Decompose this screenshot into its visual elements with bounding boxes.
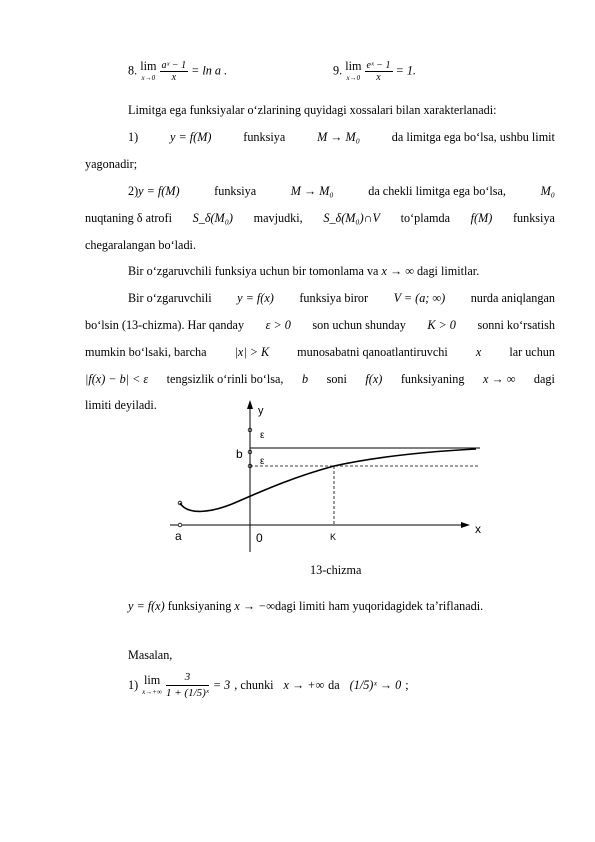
x-axis-label: x	[475, 522, 481, 536]
k-label: K	[330, 532, 337, 542]
def-line1: Bir o‘zgaruvchili y = f(x) funksiya biror V = (a; ∞) nurda aniqlangan	[128, 291, 555, 305]
example-lim: lim x→+∞	[142, 672, 162, 696]
y-axis-label: y	[258, 405, 264, 417]
def-line2: bo‘lsin (13-chizma). Har qanday ε > 0 son uchun shunday K > 0 sonni ko‘rsatish	[85, 318, 555, 332]
a-point	[178, 523, 182, 527]
epsilon-bottom-label: ε	[260, 456, 265, 467]
formula-9-label: 9.	[333, 63, 343, 78]
formula-9	[333, 60, 416, 83]
example-fraction: $\frac{3}{\text{1 + (1/5)ˣ}}$	[165, 671, 209, 699]
formula-8-rhs: = ln a .	[191, 63, 228, 78]
def-line5: limiti deyiladi.	[85, 398, 157, 412]
formula-9-lim: lim x→0	[345, 58, 362, 82]
function-curve	[180, 449, 476, 511]
a-label: a	[175, 529, 182, 543]
b-label: b	[236, 447, 243, 461]
formula-9-rhs: = 1.	[395, 63, 416, 78]
prop1-line2: yagonadir;	[85, 157, 138, 171]
prop1-line1: 1) y = f(M) funksiya M → M₀ da limitga ega bo‘lsa, ushbu limit	[128, 130, 555, 144]
x-axis-arrow	[461, 522, 470, 528]
def-line4: |f(x) − b| < ε tengsizlik o‘rinli bo‘lsa, b soni f(x) funksiyaning x → ∞ dagi	[85, 372, 555, 386]
prop2-line2: nuqtaning δ atrofi S_δ(M₀) mavjudki, S_δ(M₀)∩V to‘plamda f(M) funksiya	[85, 211, 555, 225]
y-axis-arrow	[247, 400, 253, 409]
formula-9-fraction: $\frac{\text{eˣ − 1}}{x}$	[366, 60, 391, 83]
figure-caption: 13-chizma	[310, 563, 362, 577]
after-figure-line: y = f(x) funksiyaning x → −∞dagi limiti ham yuqoridagidek ta’riflanadi.	[128, 599, 484, 613]
prop2-line3: chegaralangan bo‘ladi.	[85, 238, 196, 252]
epsilon-top-label: ε	[260, 430, 265, 441]
intro-line: Limitga ega funksiyalar o‘zlarining quyidagi xossalari bilan xarakterlanadi:	[128, 103, 497, 117]
example-heading: Masalan,	[128, 648, 173, 662]
zero-label: 0	[256, 531, 263, 545]
example-1: 1) lim x→+∞ $\frac{3}{\text{1 + (1/5)ˣ}}$ = 3 , chunki x → +∞ da (1/5)ˣ → 0 ;	[128, 671, 409, 699]
formula-8	[128, 60, 227, 83]
formula-8-fraction: $\frac{\text{aˣ − 1}}{x}$	[161, 60, 187, 83]
def-line3: mumkin bo‘lsaki, barcha |x| > K munosabatni qanoatlantiruvchi x lar uchun	[85, 345, 555, 359]
figure-13	[160, 400, 500, 555]
prop2-line1: 2)y = f(M) funksiya M → M₀ da chekli limitga ega bo‘lsa, M₀	[128, 184, 555, 198]
formula-8-label: 8.	[128, 63, 138, 78]
para-infinity: Bir o‘zgaruvchili funksiya uchun bir tomonlama va x → ∞ dagi limitlar.	[128, 264, 480, 278]
formula-8-lim: lim x→0	[140, 58, 157, 82]
